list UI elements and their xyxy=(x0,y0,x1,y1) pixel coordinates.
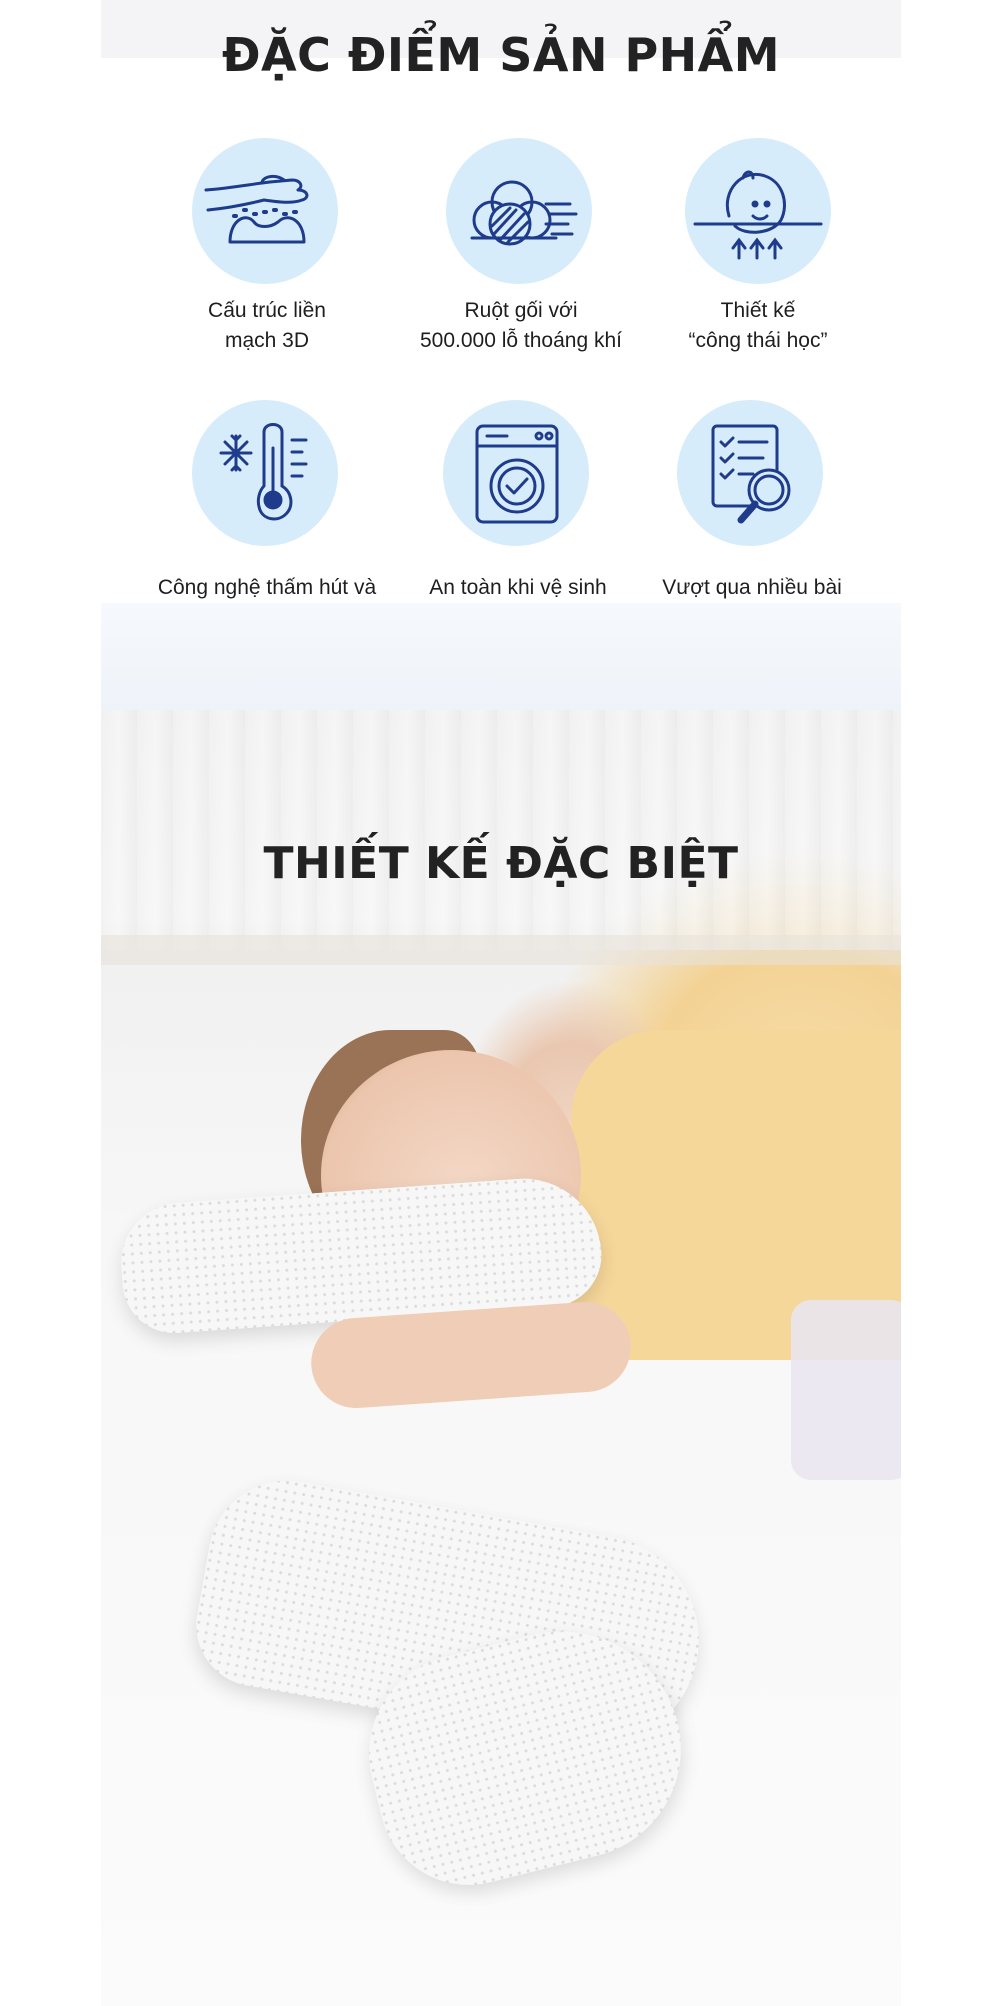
curtain-background xyxy=(101,710,901,950)
features-title: ĐẶC ĐIỂM SẢN PHẨM xyxy=(221,28,781,82)
floral-blanket xyxy=(791,1300,901,1480)
airflow-foam-icon xyxy=(446,138,592,284)
design-hero-photo xyxy=(101,710,901,2006)
section-divider-fade xyxy=(101,603,901,710)
checklist-magnifier-icon xyxy=(677,400,823,546)
features-section xyxy=(101,28,901,603)
feature-label-ergonomic: Thiết kế “công thái học” xyxy=(688,299,828,352)
feature-label-machine-wash: An toàn khi vệ sinh xyxy=(429,576,607,599)
feature-label-strict-testing: Vượt qua nhiều bài xyxy=(662,576,842,599)
design-title: THIẾT KẾ ĐẶC BIỆT xyxy=(263,838,739,889)
washing-machine-icon xyxy=(443,400,589,546)
baby-head-support-icon xyxy=(685,138,831,284)
feature-label-air-holes: Ruột gối với 500.000 lỗ thoáng khí xyxy=(419,299,622,352)
hand-pressing-cushion-icon xyxy=(192,138,338,284)
feature-label-cooling-tech: Công nghệ thấm hút và xyxy=(157,576,377,599)
snowflake-thermometer-icon xyxy=(192,400,338,546)
feature-label-3d-structure: Cấu trúc liền mạch 3D xyxy=(208,299,326,352)
bed-headboard-line xyxy=(101,935,901,965)
